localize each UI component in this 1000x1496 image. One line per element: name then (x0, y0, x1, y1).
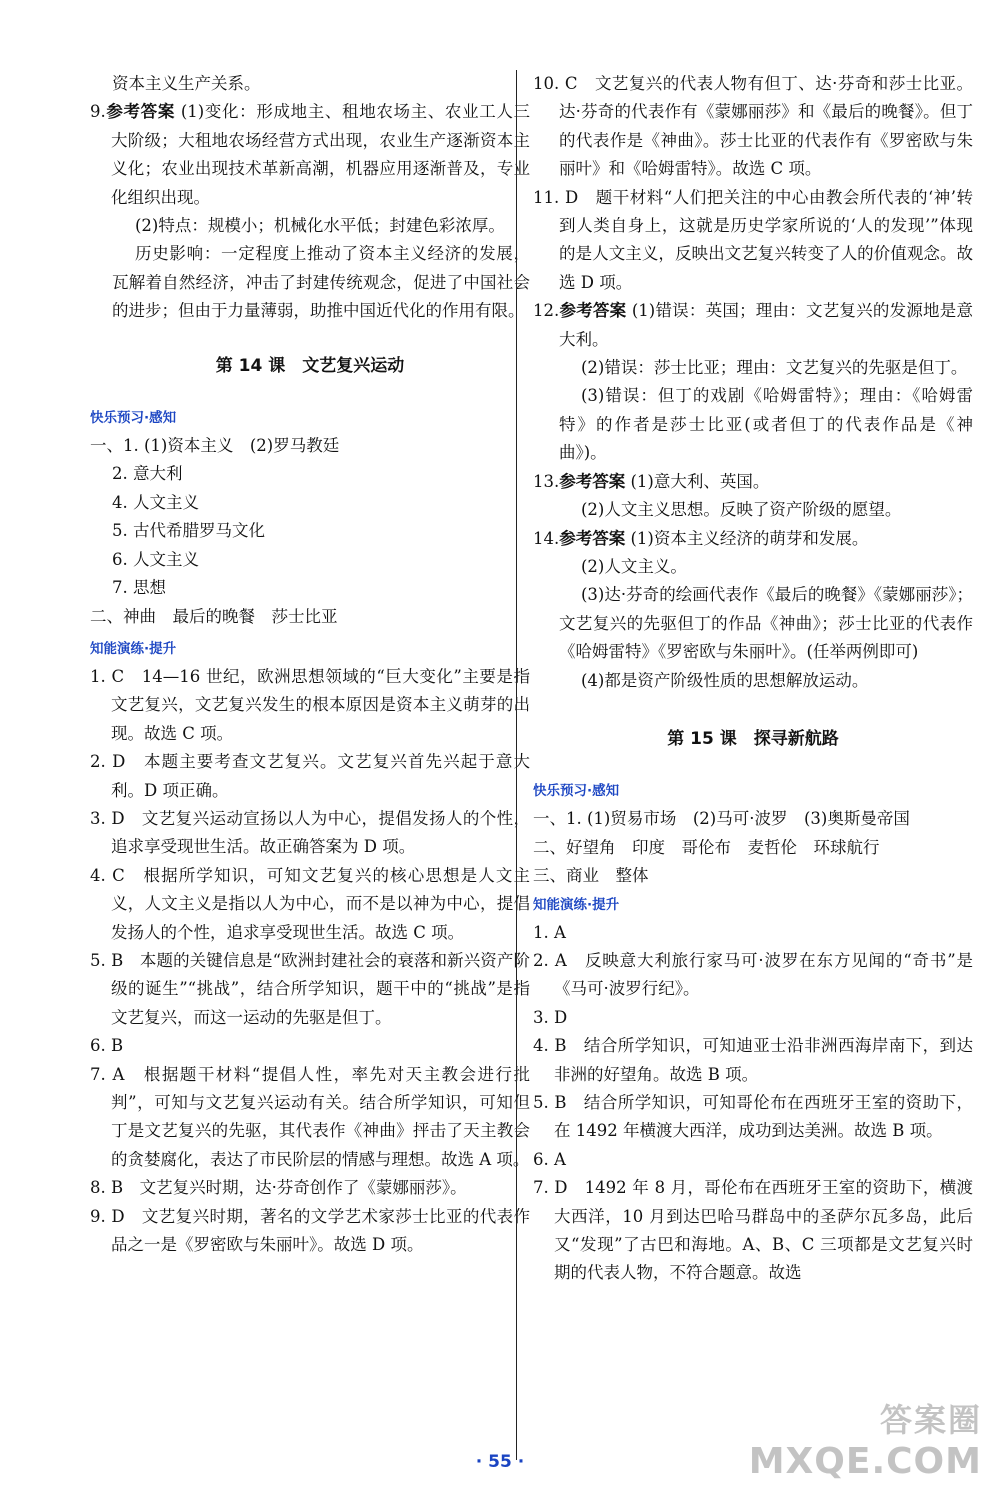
watermark-url: MXQE.COM (748, 1441, 982, 1482)
answer-9-impact: 历史影响：一定程度上推动了资本主义经济的发展，瓦解着自然经济，冲击了封建传统观念，促进了中国社会的进步；但由于力量薄弱，助推中国近代化的作用有限。 (112, 244, 530, 321)
preview-line: 一、1. (1)资本主义 (2)罗马教廷 (90, 436, 340, 456)
preview-line: 7. 思想 (112, 578, 166, 598)
answer-14-part: (2)人文主义。 (581, 556, 687, 576)
left-column (90, 70, 530, 1259)
answer-text: (1)变化：形成地主、租地农场主、农业工人三大阶级；大租地农场经营方式出现，农业生产逐渐资本主义化；农业出现技术革新高潮，机器应用逐渐普及，专业化组织出现。 (111, 102, 531, 207)
watermark-logo: 答案圈 (879, 1401, 982, 1439)
answer-item: 2. A 反映意大利旅行家马可·波罗在东方见闻的“奇书”是《马可·波罗行纪》。 (533, 950, 973, 999)
answer-key-label: 参考答案 (105, 102, 175, 122)
answer-item: 1. C 14—16 世纪，欧洲思想领域的“巨大变化”主要是指文艺复兴，文艺复兴发生的根本原因是资本主义萌芽的出现。故选 C 项。 (90, 666, 530, 743)
answer-item: 6. A (533, 1149, 566, 1169)
preview-line: 5. 古代希腊罗马文化 (112, 521, 265, 541)
watermark (749, 1400, 982, 1484)
answer-12-part: (3)错误：但丁的戏剧《哈姆雷特》；理由：《哈姆雷特》的作者是莎士比亚(或者但丁的代表作品是《神曲》)。 (559, 386, 973, 463)
answer-item: 11. D 题干材料“人们把关注的中心由教会所代表的‘神’转到人类自身上，这就是历史学家所说的‘人的发现’”体现的是人文主义，反映出文艺复兴转变了人的价值观念。故选 D 项。 (533, 187, 973, 292)
answer-item: 4. B 结合所学知识，可知迪亚士沿非洲西海岸南下，到达非洲的好望角。故选 B 项。 (533, 1036, 973, 1084)
page-number: · 55 · (475, 1452, 525, 1472)
answer-text: (1)错误：英国；理由：文艺复兴的发源地是意大利。 (559, 301, 973, 349)
answer-14-part: (3)达·芬奇的绘画代表作《最后的晚餐》《蒙娜丽莎》；文艺复兴的先驱但丁的作品《神曲》；莎士比亚的代表作《哈姆雷特》《罗密欧与朱丽叶》。(任举两例即可) (559, 585, 973, 662)
answer-item: 10. C 文艺复兴的代表人物有但丁、达·芬奇和莎士比亚。达·芬奇的代表作有《蒙娜丽莎》和《最后的晚餐》。但丁的代表作是《神曲》。莎士比亚的代表作有《罗密欧与朱丽叶》和《哈姆雷特》。故选 C 项。 (533, 74, 973, 179)
q-num: 12. (533, 301, 560, 321)
section-heading-practice: 知能演练·提升 (90, 640, 177, 657)
column-divider (516, 70, 517, 1460)
answer-item: 2. D 本题主要考查文艺复兴。文艺复兴首先兴起于意大利。D 项正确。 (90, 752, 530, 800)
answer-key-label: 参考答案 (559, 301, 627, 321)
answer-item: 5. B 本题的关键信息是“欧洲封建社会的衰落和新兴资产阶级的诞生”“挑战”，结合所学知识，题干中的“挑战”是指文艺复兴，而这一运动的先驱是但丁。 (90, 950, 530, 1027)
preview-line: 4. 人文主义 (112, 492, 199, 512)
answer-13 (533, 468, 973, 496)
answer-12-part: (2)错误：莎士比亚；理由：文艺复兴的先驱是但丁。 (581, 358, 968, 378)
answer-13-part: (2)人文主义思想。反映了资产阶级的愿望。 (581, 500, 902, 520)
answer-item: 8. B 文艺复兴时期，达·芬奇创作了《蒙娜丽莎》。 (90, 1178, 467, 1198)
answer-item: 7. D 1492 年 8 月，哥伦布在西班牙王室的资助下，横渡大西洋，10 月到达巴哈马群岛中的圣萨尔瓦多岛，此后又“发现”了古巴和海地。A、B、C 三项都是文艺复兴时期的代表人物，不符合题意。故选 (533, 1178, 973, 1283)
section-heading-preview: 快乐预习·感知 (90, 410, 177, 427)
answer-item: 6. B (90, 1036, 124, 1056)
preview-line: 6. 人文主义 (112, 549, 199, 569)
answer-12 (533, 297, 973, 354)
answer-item: 4. C 根据所学知识，可知文艺复兴的核心思想是人文主义，人文主义是指以人为中心，而不是以神为中心，提倡发扬人的个性，追求享受现世生活。故选 C 项。 (90, 865, 530, 942)
preview-line: 三、商业 整体 (533, 866, 649, 886)
answer-key-label: 参考答案 (559, 471, 626, 491)
answer-item: 3. D 文艺复兴运动宣扬以人为中心，提倡发扬人的个性，追求享受现世生活。故正确答案为 D 项。 (90, 808, 530, 857)
answer-9-part2: (2)特点：规模小；机械化水平低；封建色彩浓厚。 (135, 216, 505, 236)
answer-14 (533, 525, 973, 553)
answer-item: 9. D 文艺复兴时期，著名的文学艺术家莎士比亚的代表作品之一是《罗密欧与朱丽叶》。故选 D 项。 (90, 1206, 530, 1255)
section-heading-practice: 知能演练·提升 (533, 896, 620, 913)
q-num: 9. (90, 102, 106, 122)
answer-9 (90, 98, 530, 212)
lesson-title: 第 15 课 探寻新航路 (667, 728, 839, 749)
answer-key-label: 参考答案 (559, 528, 626, 548)
answer-item: 3. D (533, 1007, 568, 1027)
continued-text: 资本主义生产关系。 (112, 74, 261, 93)
answer-item: 5. B 结合所学知识，可知哥伦布在西班牙王室的资助下，在 1492 年横渡大西洋，成功到达美洲。故选 B 项。 (533, 1093, 973, 1141)
answer-item: 1. A (533, 922, 566, 942)
q-num: 14. (533, 528, 560, 548)
answer-text: (1)资本主义经济的萌芽和发展。 (625, 528, 869, 548)
lesson-title: 第 14 课 文艺复兴运动 (215, 355, 405, 376)
preview-line: 二、神曲 最后的晚餐 莎士比亚 (90, 606, 338, 626)
preview-line: 2. 意大利 (112, 464, 183, 484)
preview-line: 二、好望角 印度 哥伦布 麦哲伦 环球航行 (533, 837, 880, 857)
right-column (533, 70, 973, 1288)
answer-item: 7. A 根据题干材料“提倡人性，率先对天主教会进行批判”，可知与文艺复兴运动有关。结合所学知识，可知但丁是文艺复兴的先驱，其代表作《神曲》抨击了天主教会的贪婪腐化，表达了市民阶层的情感与理想。故选 A 项。 (90, 1064, 530, 1169)
section-heading-preview: 快乐预习·感知 (533, 783, 620, 800)
answer-14-part: (4)都是资产阶级性质的思想解放运动。 (581, 670, 869, 690)
preview-line: 一、1. (1)贸易市场 (2)马可·波罗 (3)奥斯曼帝国 (533, 809, 910, 829)
answer-text: (1)意大利、英国。 (625, 471, 770, 491)
q-num: 13. (533, 471, 560, 491)
